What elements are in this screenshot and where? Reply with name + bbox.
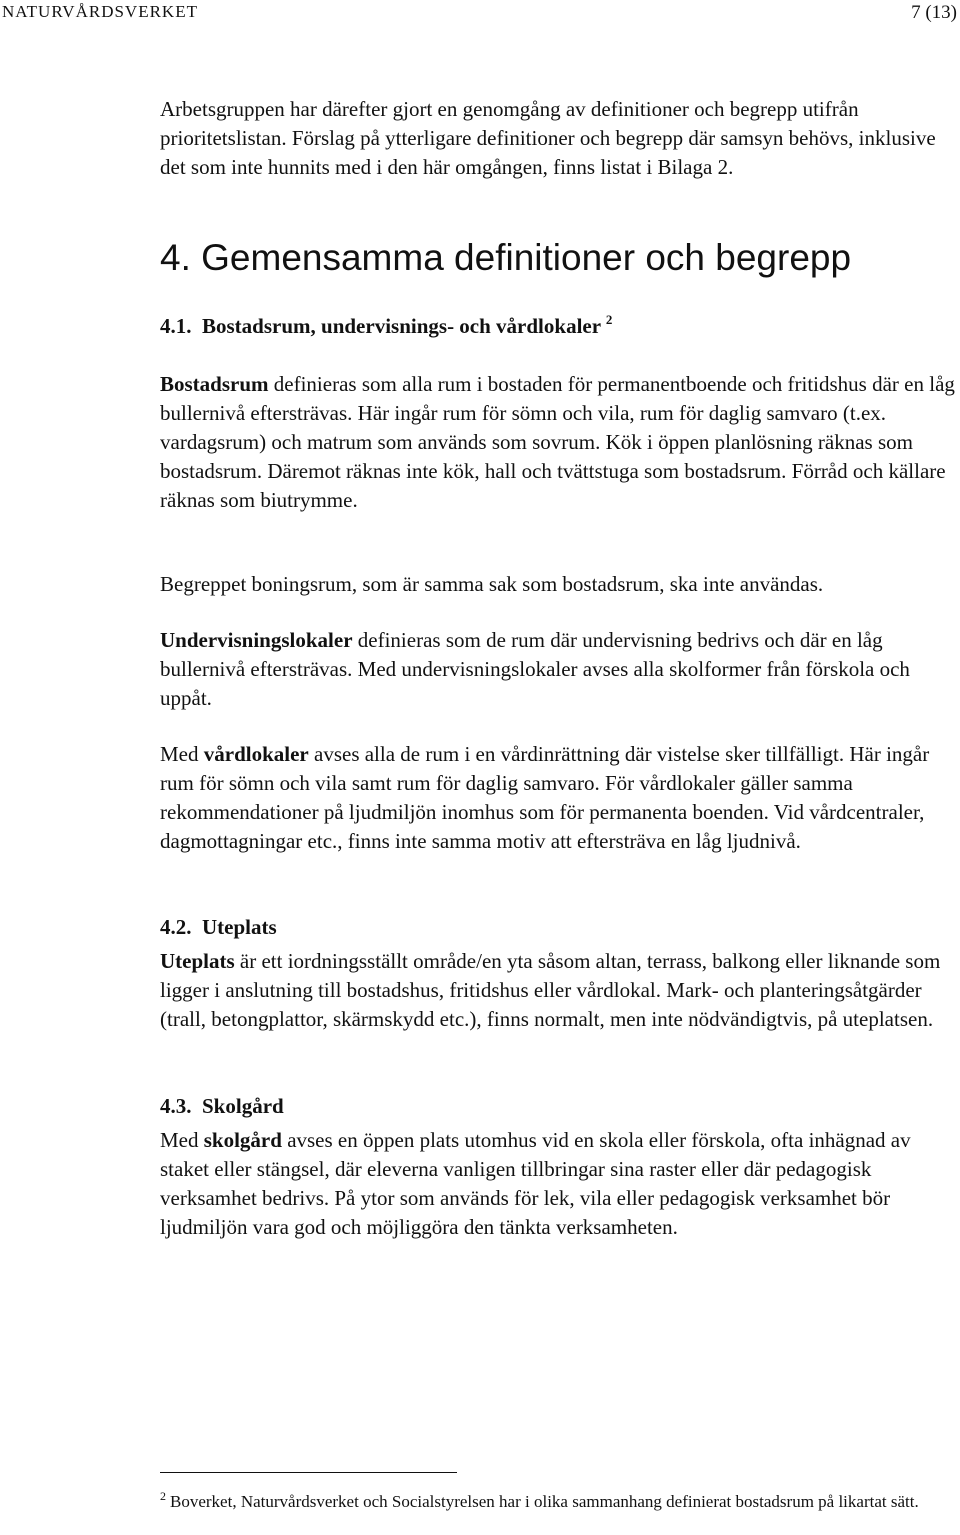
term-uteplats: Uteplats	[160, 949, 235, 973]
definition-vardlokaler	[160, 740, 955, 856]
subsection-title: Bostadsrum, undervisnings- och vårdlokaler	[202, 314, 601, 338]
note-boningsrum	[160, 570, 955, 599]
subsection-number: 4.3.	[160, 1094, 192, 1118]
header-organization: NATURVÅRDSVERKET	[2, 2, 198, 21]
paragraph-undervisningslokaler	[160, 626, 955, 713]
footnote-reference: 2	[605, 312, 613, 327]
paragraph-text: avses alla de rum i en vårdinrättning där vistelse sker tillfälligt. Här ingår rum för sömn och vila samt rum för daglig samvaro. För vårdlokaler gäller samma rekommendationer på ljudmiljön inomhus som för permanenta boenden. Vid vårdcentraler, dagmottagningar etc., finns inte samma motiv att eftersträva en låg ljudnivå.	[160, 742, 930, 853]
intro-block	[160, 95, 955, 182]
footnote-divider	[160, 1472, 457, 1473]
paragraph-text: definieras som de rum där undervisning bedrivs och där en låg bullernivå eftersträvas. Med undervisningslokaler avses alla skolformer från förskola och uppåt.	[160, 628, 910, 710]
term-undervisningslokaler: Undervisningslokaler	[160, 628, 353, 652]
footnote	[160, 1484, 955, 1514]
subsection-heading-4-2	[160, 913, 277, 942]
subsection-heading-4-1	[160, 305, 612, 341]
subsection-heading-4-3	[160, 1092, 284, 1121]
subsection-title: Uteplats	[202, 915, 277, 939]
term-bostadsrum: Bostadsrum	[160, 372, 269, 396]
definition-skolgard	[160, 1126, 955, 1242]
term-vardlokaler: vårdlokaler	[203, 742, 309, 766]
paragraph-text: är ett iordningsställt område/en yta såsom altan, terrass, balkong eller liknande som ligger i anslutning till bostadshus, fritidshus eller vårdlokal. Mark- och planteringsåtgärder (trall, betongplattor, skärmskydd etc.), finns normalt, men inte nödvändigtvis, på uteplatsen.	[160, 949, 941, 1031]
page-number: 7 (13)	[911, 2, 957, 23]
definition-uteplats	[160, 947, 955, 1034]
term-skolgard: skolgård	[203, 1128, 282, 1152]
subsection-number: 4.1.	[160, 314, 192, 338]
footnote-text: Boverket, Naturvårdsverket och Socialstyrelsen har i olika sammanhang definierat bostadsrum på likartat sätt.	[170, 1492, 919, 1511]
paragraph-skolgard	[160, 1126, 955, 1242]
subsection-title: Skolgård	[202, 1094, 284, 1118]
paragraph-text: Med	[160, 1128, 204, 1152]
paragraph-text: definieras som alla rum i bostaden för permanentboende och fritidshus där en låg bullernivå eftersträvas. Här ingår rum för sömn och vila, rum för daglig samvaro (t.ex. vardagsrum) och matrum som används som sovrum. Kök i öppen planlösning räknas som bostadsrum. Däremot räknas inte kök, hall och tvättstuga som bostadsrum. Förråd och källare räknas som biutrymme.	[160, 372, 955, 512]
paragraph-vardlokaler	[160, 740, 955, 856]
definition-undervisningslokaler	[160, 626, 955, 713]
section-heading: 4. Gemensamma definitioner och begrepp	[160, 237, 852, 278]
footnote-marker: 2	[160, 1489, 166, 1503]
paragraph-bostadsrum	[160, 370, 955, 515]
paragraph-uteplats	[160, 947, 955, 1034]
paragraph-boningsrum: Begreppet boningsrum, som är samma sak som bostadsrum, ska inte användas.	[160, 572, 824, 596]
paragraph-text: Med	[160, 742, 204, 766]
paragraph-text: avses en öppen plats utomhus vid en skola eller förskola, ofta inhägnad av staket eller stängsel, där eleverna vanligen tillbringar sina raster eller där pedagogisk verksamhet bedrivs. På ytor som används för lek, vila eller pedagogisk verksamhet bör ljudmiljön vara god och möjliggöra den tänkta verksamheten.	[160, 1128, 911, 1239]
definition-bostadsrum	[160, 370, 955, 515]
subsection-number: 4.2.	[160, 915, 192, 939]
intro-paragraph: Arbetsgruppen har därefter gjort en genomgång av definitioner och begrepp utifrån prioritetslistan. Förslag på ytterligare definitioner och begrepp där samsyn behövs, inklusive det som inte hunnits med i den här omgången, finns listat i Bilaga 2.	[160, 97, 936, 179]
